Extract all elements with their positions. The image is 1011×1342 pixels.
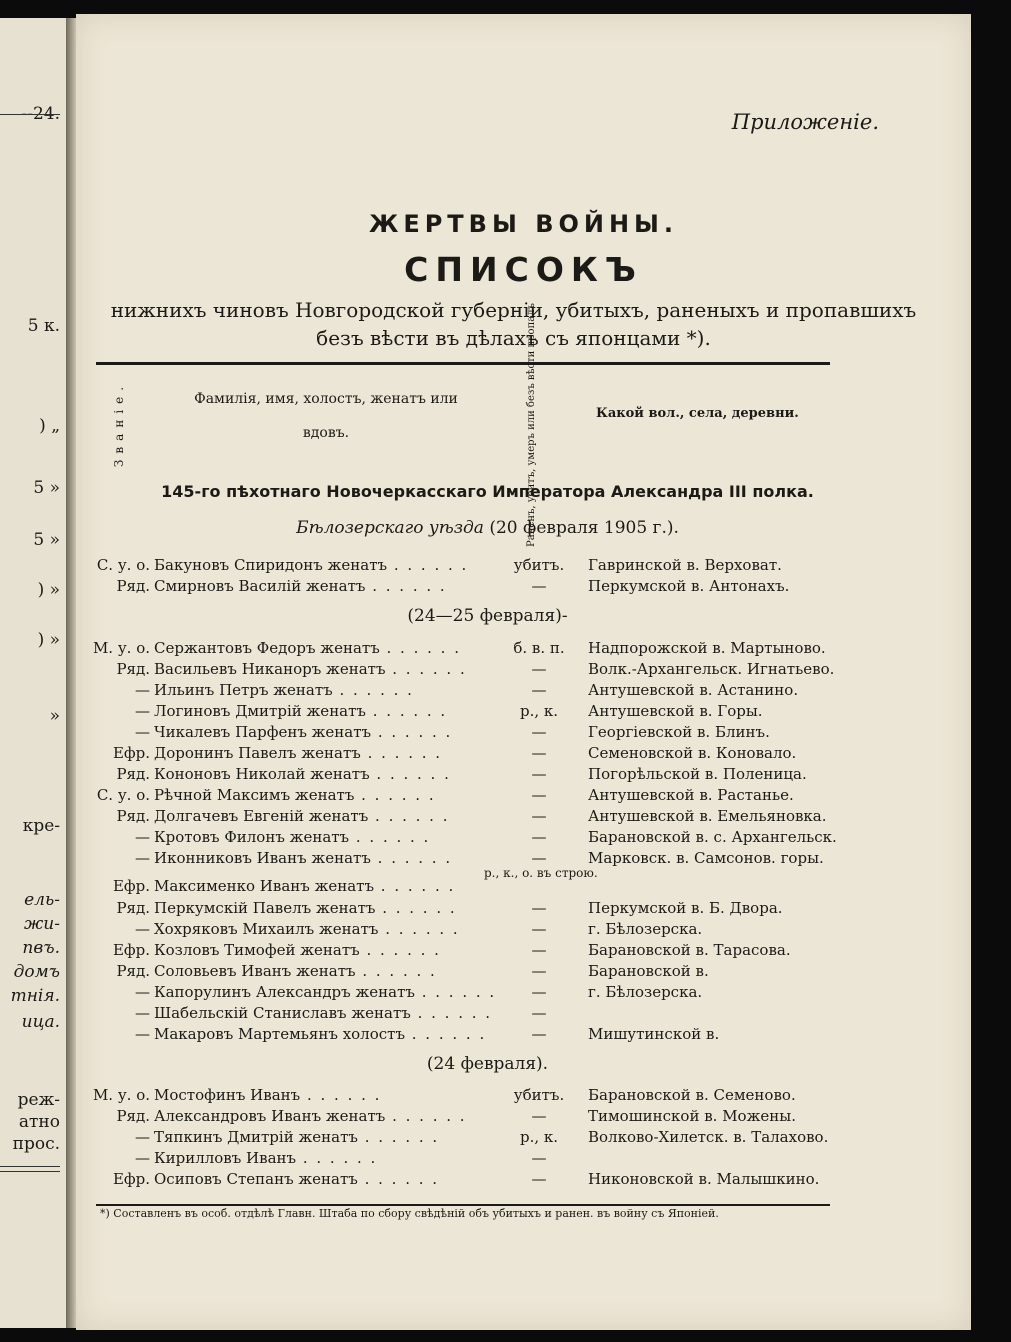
row-place: Марковск. в. Самсонов. горы. bbox=[588, 849, 824, 867]
leader-dots: . . . . . . bbox=[359, 941, 441, 959]
left-page-fragment-text: 5 » bbox=[33, 478, 60, 498]
row-name-cell bbox=[154, 701, 474, 721]
row-name: Козловъ Тимофей женатъ bbox=[154, 941, 360, 959]
row-name-cell bbox=[154, 848, 474, 868]
row-rank: С. у. о. bbox=[96, 786, 150, 804]
row-name-cell bbox=[154, 722, 474, 742]
left-page-fragment-text: 5 » bbox=[33, 530, 60, 550]
row-name-cell bbox=[154, 806, 474, 826]
row-status: р., к. bbox=[519, 702, 559, 720]
left-page-fragment-text: реж- bbox=[17, 1090, 60, 1110]
column-header-status: Раненъ, убитъ, умеръ или безъ вѣсти пропалъ bbox=[526, 303, 537, 547]
subtitle: нижнихъ чиновъ Новгородской губерніи, убитыхъ, раненыхъ и пропавшихъ безъ вѣсти въ дѣлахъ съ японцами *). bbox=[110, 298, 917, 350]
row-rank: Ефр. bbox=[112, 1170, 150, 1188]
leader-dots: . . . . . . bbox=[385, 660, 467, 678]
row-name: Перкумскій Павелъ женатъ bbox=[154, 899, 376, 917]
row-place: г. Бѣлозерска. bbox=[588, 920, 703, 938]
row-status: — bbox=[531, 1170, 547, 1188]
table-row bbox=[76, 1085, 971, 1105]
row-place: Тимошинской в. Можены. bbox=[588, 1107, 796, 1125]
left-page-rule bbox=[0, 114, 60, 115]
table-row bbox=[76, 827, 971, 847]
row-place: Антушевской в. Астанино. bbox=[588, 681, 799, 699]
left-page-fragment-text: ица. bbox=[21, 1012, 60, 1032]
leader-dots: . . . . . . bbox=[349, 828, 431, 846]
table-row bbox=[76, 806, 971, 826]
row-rank: — bbox=[135, 983, 150, 1001]
row-name: Рѣчной Максимъ женатъ bbox=[154, 786, 355, 804]
row-status: убитъ. bbox=[513, 556, 565, 574]
table-row bbox=[76, 764, 971, 784]
row-status: р., к. bbox=[519, 1128, 559, 1146]
row-rank: — bbox=[135, 1128, 150, 1146]
row-name-cell bbox=[154, 940, 474, 960]
row-rank: — bbox=[135, 849, 150, 867]
table-row bbox=[76, 1106, 971, 1126]
leader-dots: . . . . . . bbox=[385, 1107, 467, 1125]
leader-dots: . . . . . . bbox=[410, 1004, 493, 1022]
row-name: Кононовъ Николай женатъ bbox=[154, 765, 370, 783]
row-rank: Ефр. bbox=[112, 877, 150, 895]
row-name-cell bbox=[154, 680, 474, 700]
row-status: — bbox=[531, 807, 547, 825]
row-rank: М. у. о. bbox=[92, 639, 150, 657]
row-name: Иконниковъ Иванъ женатъ bbox=[154, 849, 371, 867]
row-name-cell bbox=[154, 1003, 493, 1023]
row-name-cell bbox=[154, 1085, 474, 1105]
row-rank: Ефр. bbox=[112, 744, 150, 762]
leader-dots: . . . . . . bbox=[296, 1149, 378, 1167]
left-page-fragment-text: » bbox=[49, 706, 60, 726]
row-name: Шабельскій Станиславъ женатъ bbox=[154, 1004, 411, 1022]
table-row bbox=[76, 1169, 971, 1189]
leader-dots: . . . . . . bbox=[375, 899, 457, 917]
column-header-rank: Званіе. bbox=[112, 380, 126, 468]
left-page-fragment-text: ) » bbox=[37, 630, 60, 650]
row-name: Васильевъ Никаноръ женатъ bbox=[154, 660, 386, 678]
row-rank: Ефр. bbox=[112, 941, 150, 959]
row-place: Барановской в. с. Архангельск. bbox=[588, 828, 837, 846]
leader-dots: . . . . . . bbox=[369, 765, 451, 783]
leader-dots: . . . . . . bbox=[365, 702, 448, 720]
left-page-fragment-text: 5 к. bbox=[27, 316, 60, 336]
leader-dots: . . . . . . bbox=[379, 639, 461, 657]
row-status: — bbox=[531, 849, 547, 867]
row-name-cell bbox=[154, 555, 474, 575]
row-name: Тяпкинъ Дмитрій женатъ bbox=[154, 1128, 358, 1146]
row-rank: — bbox=[135, 920, 150, 938]
row-name-cell bbox=[154, 785, 474, 805]
row-name-cell bbox=[154, 743, 474, 763]
row-place: Семеновской в. Коновало. bbox=[588, 744, 797, 762]
row-name-cell bbox=[154, 961, 474, 981]
row-place: Антушевской в. Растанье. bbox=[588, 786, 794, 804]
section-heading bbox=[76, 518, 899, 538]
table-row bbox=[76, 701, 971, 721]
section-heading-district: Бѣлозерскаго уѣзда bbox=[296, 518, 484, 538]
leader-dots: . . . . . . bbox=[365, 577, 447, 595]
row-name: Кротовъ Филонъ женатъ bbox=[154, 828, 350, 846]
table-row bbox=[76, 680, 971, 700]
row-rank: — bbox=[135, 1149, 150, 1167]
left-page-fragment-text: тнія. bbox=[10, 986, 60, 1006]
row-status: — bbox=[531, 983, 547, 1001]
leader-dots: . . . . . . bbox=[354, 786, 436, 804]
row-rank: — bbox=[135, 828, 150, 846]
row-place: Мишутинской в. bbox=[588, 1025, 720, 1043]
left-page-fragment-text: ) » bbox=[37, 580, 60, 600]
row-place: Никоновской в. Малышкино. bbox=[588, 1170, 820, 1188]
leader-dots: . . . . . . bbox=[360, 744, 443, 762]
row-status: р., к., о. въ строю. bbox=[484, 866, 598, 880]
footnote: *) Составленъ въ особ. отдѣлѣ Главн. Штаба по сбору свѣдѣній объ убитыхъ и ранен. въ войну съ Японіей. bbox=[100, 1207, 719, 1220]
leader-dots: . . . . . . bbox=[374, 877, 456, 895]
left-page-fragment bbox=[0, 18, 67, 1328]
row-name: Сержантовъ Федоръ женатъ bbox=[154, 639, 380, 657]
row-name-cell bbox=[154, 638, 474, 658]
leader-dots: . . . . . . bbox=[414, 983, 497, 1001]
row-rank: Ряд. bbox=[116, 1107, 150, 1125]
column-header-name: Фамилія, имя, холостъ, женатъ или вдовъ. bbox=[194, 391, 458, 441]
row-place: Надпорожской в. Мартыново. bbox=[588, 639, 826, 657]
row-name: Максименко Иванъ женатъ bbox=[154, 877, 375, 895]
table-row bbox=[76, 919, 971, 939]
row-status: — bbox=[531, 920, 547, 938]
row-place: Перкумской в. Антонахъ. bbox=[588, 577, 790, 595]
leader-dots: . . . . . . bbox=[370, 849, 453, 867]
leader-dots: . . . . . . bbox=[378, 920, 460, 938]
leader-dots: . . . . . . bbox=[332, 681, 414, 699]
row-name-cell bbox=[154, 1024, 487, 1044]
row-status: — bbox=[531, 744, 547, 762]
row-name: Мостофинъ Иванъ bbox=[154, 1086, 301, 1104]
row-rank: С. у. о. bbox=[96, 556, 150, 574]
table-row bbox=[76, 638, 971, 658]
row-status: — bbox=[531, 723, 547, 741]
row-name-cell bbox=[154, 876, 474, 896]
row-name: Долгачевъ Евгеній женатъ bbox=[154, 807, 369, 825]
footnote-rule bbox=[96, 1204, 830, 1206]
row-place: Погорѣльской в. Поленица. bbox=[588, 765, 807, 783]
row-name-cell bbox=[154, 982, 497, 1002]
left-page-fragment-text: ель- bbox=[24, 890, 60, 910]
row-name-cell bbox=[154, 659, 474, 679]
table-row bbox=[76, 785, 971, 805]
table-top-rule bbox=[96, 362, 830, 365]
row-name: Чикалевъ Парфенъ женатъ bbox=[154, 723, 372, 741]
column-header-place: Какой вол., села, деревни. bbox=[596, 406, 799, 421]
row-status: — bbox=[531, 1025, 547, 1043]
left-page-fragment-text: домъ bbox=[13, 962, 60, 982]
table-row bbox=[76, 743, 971, 763]
table-row bbox=[76, 961, 971, 981]
row-name: Хохряковъ Михаилъ женатъ bbox=[154, 920, 379, 938]
row-rank: Ряд. bbox=[116, 765, 150, 783]
row-rank: — bbox=[135, 681, 150, 699]
row-place: Барановской в. bbox=[588, 962, 709, 980]
leader-dots: . . . . . . bbox=[357, 1170, 440, 1188]
table-row bbox=[76, 1024, 971, 1044]
leader-dots: . . . . . . bbox=[371, 723, 453, 741]
row-name-cell bbox=[154, 576, 474, 596]
table-row bbox=[76, 848, 971, 868]
row-name-cell bbox=[154, 919, 474, 939]
table-row bbox=[76, 555, 971, 575]
title-victims-of-war: ЖЕРТВЫ ВОЙНЫ. bbox=[368, 210, 679, 238]
row-name-cell bbox=[154, 827, 474, 847]
row-status: — bbox=[531, 941, 547, 959]
left-page-fragment-text: жи- bbox=[23, 914, 60, 934]
section-heading-date: (20 февраля 1905 г.). bbox=[489, 518, 679, 538]
row-status: — bbox=[531, 962, 547, 980]
row-place: Антушевской в. Горы. bbox=[588, 702, 763, 720]
row-place: Перкумской в. Б. Двора. bbox=[588, 899, 783, 917]
table-row bbox=[76, 982, 971, 1002]
leader-dots: . . . . . . bbox=[405, 1025, 487, 1043]
row-status: — bbox=[531, 1149, 547, 1167]
row-name: Капорулинъ Александръ женатъ bbox=[154, 983, 415, 1001]
appendix-label: Приложеніе. bbox=[731, 110, 879, 134]
row-status: убитъ. bbox=[513, 1086, 565, 1104]
row-place: Антушевской в. Емельяновка. bbox=[588, 807, 827, 825]
leader-dots: . . . . . . bbox=[355, 962, 437, 980]
row-status: — bbox=[531, 1107, 547, 1125]
leader-dots: . . . . . . bbox=[387, 556, 469, 574]
row-name-cell bbox=[154, 1106, 474, 1126]
table-row bbox=[76, 898, 971, 918]
left-page-rule bbox=[0, 1166, 60, 1167]
table-row bbox=[76, 1003, 971, 1023]
row-name: Ильинъ Петръ женатъ bbox=[154, 681, 333, 699]
left-page-fragment-text: ) „ bbox=[39, 416, 60, 436]
row-place: Волково-Хилетск. в. Талахово. bbox=[588, 1128, 829, 1146]
left-page-rule bbox=[0, 1171, 60, 1172]
row-rank: Ряд. bbox=[116, 899, 150, 917]
row-status: — bbox=[531, 660, 547, 678]
table-row bbox=[76, 1148, 971, 1168]
row-status: — bbox=[531, 899, 547, 917]
table-row bbox=[76, 866, 971, 896]
table-row bbox=[76, 940, 971, 960]
row-name: Александровъ Иванъ женатъ bbox=[154, 1107, 386, 1125]
row-place: Волк.-Архангельск. Игнатьево. bbox=[588, 660, 835, 678]
leader-dots: . . . . . . bbox=[368, 807, 450, 825]
row-name-cell bbox=[154, 1127, 474, 1147]
row-status: — bbox=[531, 681, 547, 699]
row-name: Макаровъ Мартемьянъ холостъ bbox=[154, 1025, 405, 1043]
row-rank: Ряд. bbox=[116, 577, 150, 595]
book-gutter bbox=[66, 18, 76, 1328]
leader-dots: . . . . . . bbox=[357, 1128, 440, 1146]
table-row bbox=[76, 576, 971, 596]
row-name-cell bbox=[154, 898, 474, 918]
left-page-fragment-text: кре- bbox=[22, 816, 60, 836]
row-rank: Ряд. bbox=[116, 807, 150, 825]
document-page bbox=[76, 14, 971, 1330]
row-rank: Ряд. bbox=[116, 660, 150, 678]
row-status: — bbox=[531, 577, 547, 595]
row-place: Георгіевской в. Блинъ. bbox=[588, 723, 770, 741]
section-heading-date: (24 февраля). bbox=[426, 1054, 549, 1074]
row-name: Кирилловъ Иванъ bbox=[154, 1149, 297, 1167]
row-name: Логиновъ Дмитрій женатъ bbox=[154, 702, 366, 720]
row-rank: — bbox=[135, 723, 150, 741]
row-status: б. в. п. bbox=[513, 639, 565, 657]
row-name: Соловьевъ Иванъ женатъ bbox=[154, 962, 356, 980]
row-status: — bbox=[531, 786, 547, 804]
title-list: СПИСОКЪ bbox=[404, 250, 643, 289]
row-name: Осиповъ Степанъ женатъ bbox=[154, 1170, 358, 1188]
row-rank: — bbox=[135, 702, 150, 720]
left-page-fragment-text: атно bbox=[18, 1112, 60, 1132]
row-status: — bbox=[531, 1004, 547, 1022]
row-rank: М. у. о. bbox=[92, 1086, 150, 1104]
row-name: Бакуновъ Спиридонъ женатъ bbox=[154, 556, 388, 574]
section-heading bbox=[76, 1054, 899, 1074]
left-page-fragment-text: пвъ. bbox=[22, 938, 60, 958]
row-place: Барановской в. Семеново. bbox=[588, 1086, 796, 1104]
section-heading bbox=[76, 606, 899, 626]
left-page-fragment-text: --24. bbox=[21, 104, 60, 124]
section-heading-date: (24—25 февраля)- bbox=[407, 606, 568, 626]
row-name: Доронинъ Павелъ женатъ bbox=[154, 744, 361, 762]
row-place: г. Бѣлозерска. bbox=[588, 983, 703, 1001]
row-rank: Ряд. bbox=[116, 962, 150, 980]
table-row bbox=[76, 1127, 971, 1147]
row-status: — bbox=[531, 828, 547, 846]
left-page-fragment-text: прос. bbox=[12, 1134, 60, 1154]
row-rank: — bbox=[135, 1004, 150, 1022]
row-status: — bbox=[531, 765, 547, 783]
row-name-cell bbox=[154, 1148, 474, 1168]
row-rank: — bbox=[135, 1025, 150, 1043]
leader-dots: . . . . . . bbox=[300, 1086, 382, 1104]
row-name-cell bbox=[154, 1169, 474, 1189]
row-name: Смирновъ Василій женатъ bbox=[154, 577, 366, 595]
row-name-cell bbox=[154, 764, 474, 784]
row-place: Гавринской в. Верховат. bbox=[588, 556, 782, 574]
table-row bbox=[76, 659, 971, 679]
regiment-heading: 145-го пѣхотнаго Новочеркасскаго Императора Александра III полка. bbox=[161, 482, 814, 501]
table-row bbox=[76, 722, 971, 742]
row-place: Барановской в. Тарасова. bbox=[588, 941, 791, 959]
